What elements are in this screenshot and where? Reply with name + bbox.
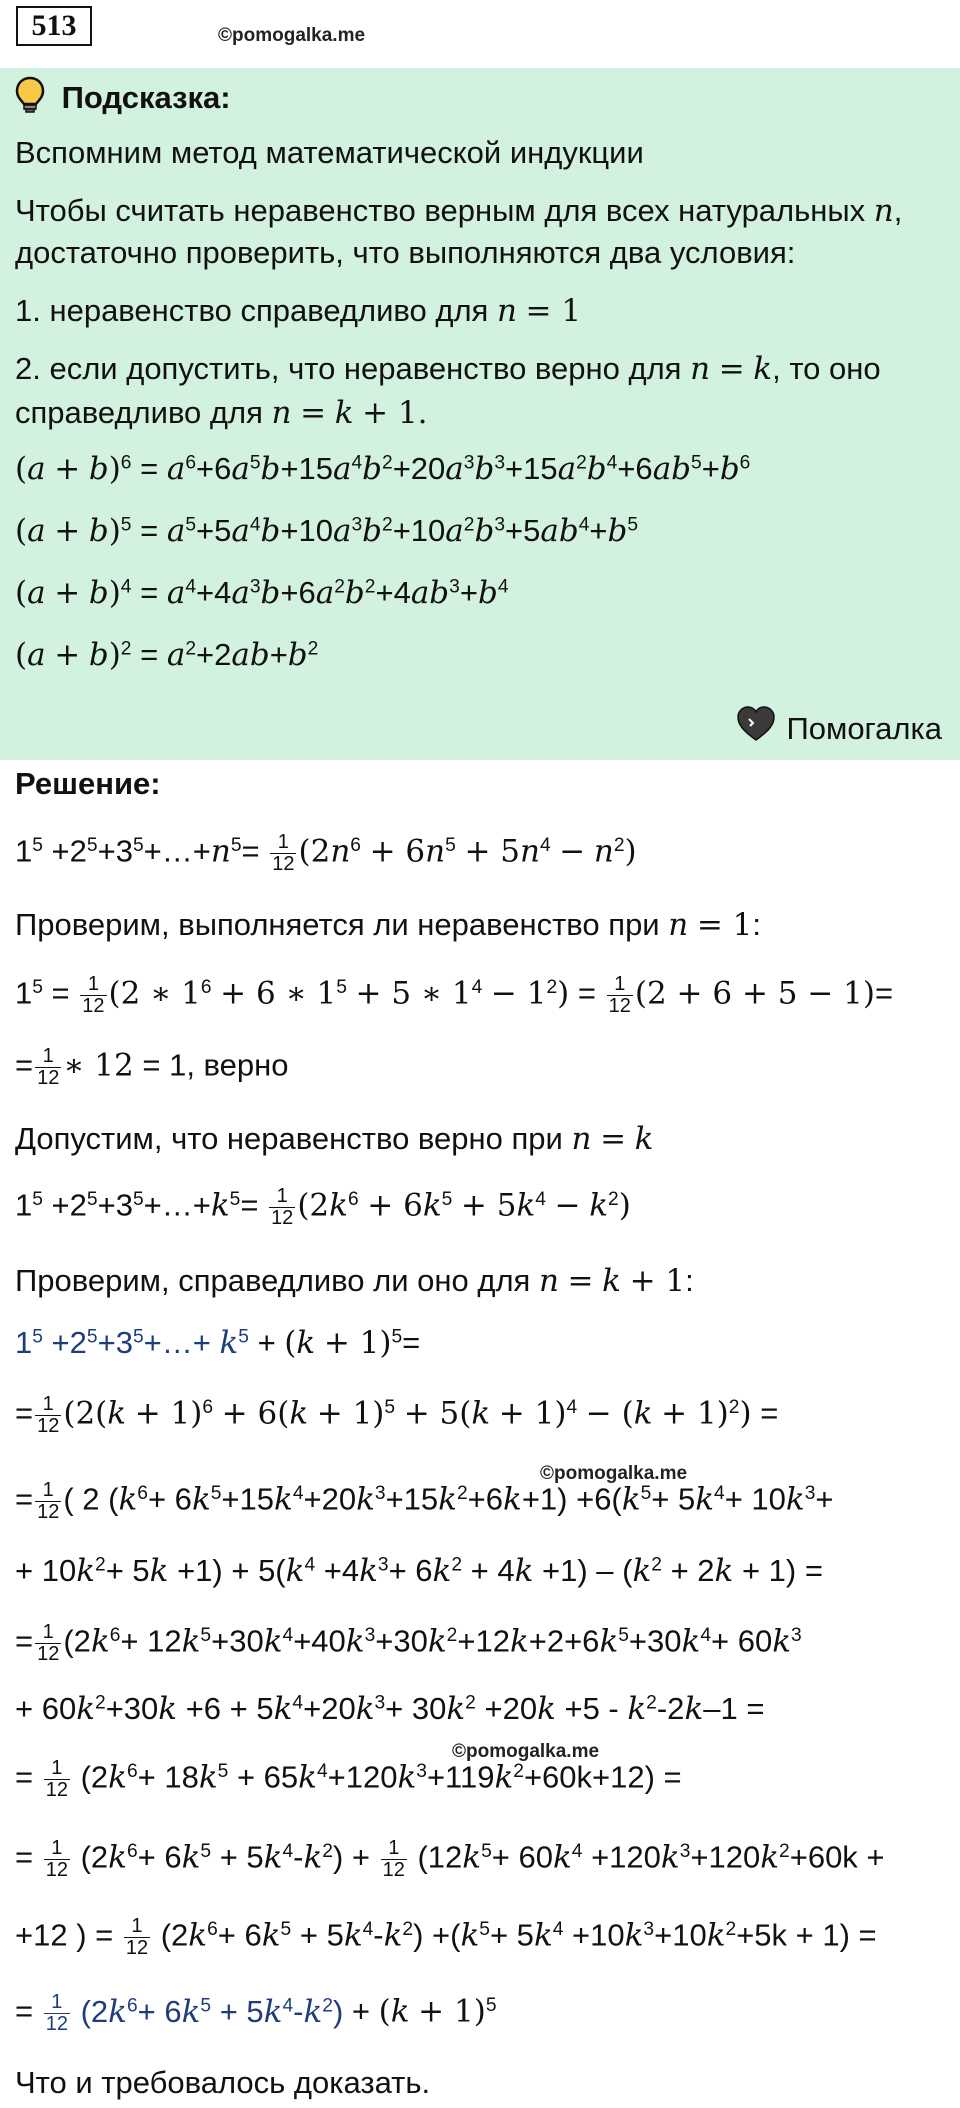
- step-1: $1^5$ $+2^5+3^5+\dots+ k^5 + (k + 1)^5=$: [15, 1325, 421, 1361]
- hint-title: Подсказка:: [61, 80, 231, 115]
- step-5: = $\frac{1}{12}$ $(2k^6+ 18k^5 + 65k^4+120k^3+119k^2+60k+12)$ =: [15, 1757, 682, 1801]
- base-case-result: = $\frac{1}{12}$ ∗ 12 = 1, верно: [15, 1045, 289, 1089]
- formula-sum-k: $1^5$ $+2^5+3^5+\dots+k^5=$ $\frac{1}{12}$ $(2k^6 + 6k^5 + 5k^4 - k^2)$: [15, 1185, 631, 1229]
- lightbulb-icon: [15, 76, 45, 124]
- formula-sum: $1^5$ $+2^5+3^5+\dots+n^5=$ $\frac{1}{12}$ $(2n^6 + 6n^5 + 5n^4 - n^2)$: [15, 831, 637, 875]
- base-case: $1^5$ = $\frac{1}{12}$ (2 ∗ $1^6 + 6$ ∗ $1^5 + 5$ ∗ $1^4 - 1^2$) = $\frac{1}{12}$ (2 + 6 + 5 − 1)=: [15, 973, 894, 1017]
- binomial-4: $(a + b)^4 = a^4+4a^3b+6a^2b^2+4ab^3+b^4$: [15, 575, 509, 611]
- hint-line-4: 2. если допустить, что неравенство верно для n = k, то оно: [15, 351, 881, 387]
- hint-line-2b: достаточно проверить, что выполняются два условия:: [15, 235, 796, 270]
- brand-badge: [736, 706, 942, 752]
- watermark-mid-2: ©pomogalka.me: [452, 1741, 600, 1762]
- check-n1: Проверим, выполняется ли неравенство при n = 1:: [15, 907, 762, 943]
- step-4: = $\frac{1}{12}$ ($2k^6+ 12k^5+30k^4+40k^3+30k^2+12k+2+6k^5+30k^4+ 60k^3$: [15, 1621, 802, 1665]
- hint-line-4c: справедливо для n = k + 1.: [15, 395, 428, 431]
- step-7: = $\frac{1}{12}$ $(2k^6+ 6k^5 + 5k^4-k^2) + (k + 1)^5$: [15, 1991, 497, 2035]
- hint-box: [0, 68, 960, 760]
- check-k1: Проверим, справедливо ли оно для n = k + 1:: [15, 1263, 694, 1299]
- task-number: 513: [16, 6, 92, 46]
- heart-icon: [736, 706, 776, 752]
- hint-header: [15, 76, 231, 124]
- hint-line-2: Чтобы считать неравенство верным для всех натуральных n,: [15, 193, 903, 229]
- assume-k: Допустим, что неравенство верно при n = k: [15, 1121, 654, 1157]
- solution-title: Решение:: [15, 766, 161, 801]
- conclusion: Что и требовалось доказать.: [15, 2065, 431, 2100]
- step-2: = $\frac{1}{12}$ $(2(k + 1)^6 + 6(k + 1)^5 + 5(k + 1)^4 - (k + 1)^2)$ =: [15, 1393, 779, 1437]
- hint-line-1: Вспомним метод математической индукции: [15, 135, 644, 170]
- step-3: = $\frac{1}{12}$ ( 2 $(k^6+ 6k^5+15k^4+20k^3+15k^2+6k+1) +6(k^5+ 5k^4+ 10k^3+$: [15, 1479, 834, 1523]
- step-6: = $\frac{1}{12}$ $(2k^6+ 6k^5 + 5k^4-k^2)$ + $\frac{1}{12}$ ($12k^5+ 60k^4 +120k^3+120k^2+60k$ +: [15, 1837, 885, 1881]
- watermark: ©pomogalka.me: [218, 25, 366, 46]
- binomial-2: $(a + b)^2 = a^2+2ab+b^2$: [15, 637, 319, 673]
- step-4b: + $60k^2+30k +6 + 5k^4+20k^3+ 30k^2 +20k +5 - k^2-2k-1$ =: [15, 1691, 765, 1727]
- binomial-6: $(a + b)^6 = a^6+6a^5b+15a^4b^2+20a^3b^3+15a^2b^4+6ab^5+b^6$: [15, 451, 751, 487]
- step-3b: + $10k^2+ 5k +1) + 5(k^4 +4k^3+ 6k^2 + 4k +1) - (k^2 + 2k + 1)$ =: [15, 1553, 823, 1589]
- brand-name: Помогалка: [786, 710, 942, 746]
- step-6b: +12 ) = $\frac{1}{12}$ $(2k^6+ 6k^5 + 5k^4-k^2) +(k^5+ 5k^4 +10k^3+10k^2+5k + 1)$ =: [15, 1915, 877, 1959]
- binomial-5: $(a + b)^5 = a^5+5a^4b+10a^3b^2+10a^2b^3+5ab^4+b^5$: [15, 513, 639, 549]
- watermark-mid-1: ©pomogalka.me: [540, 1463, 688, 1484]
- hint-line-3: 1. неравенство справедливо для n = 1: [15, 293, 582, 329]
